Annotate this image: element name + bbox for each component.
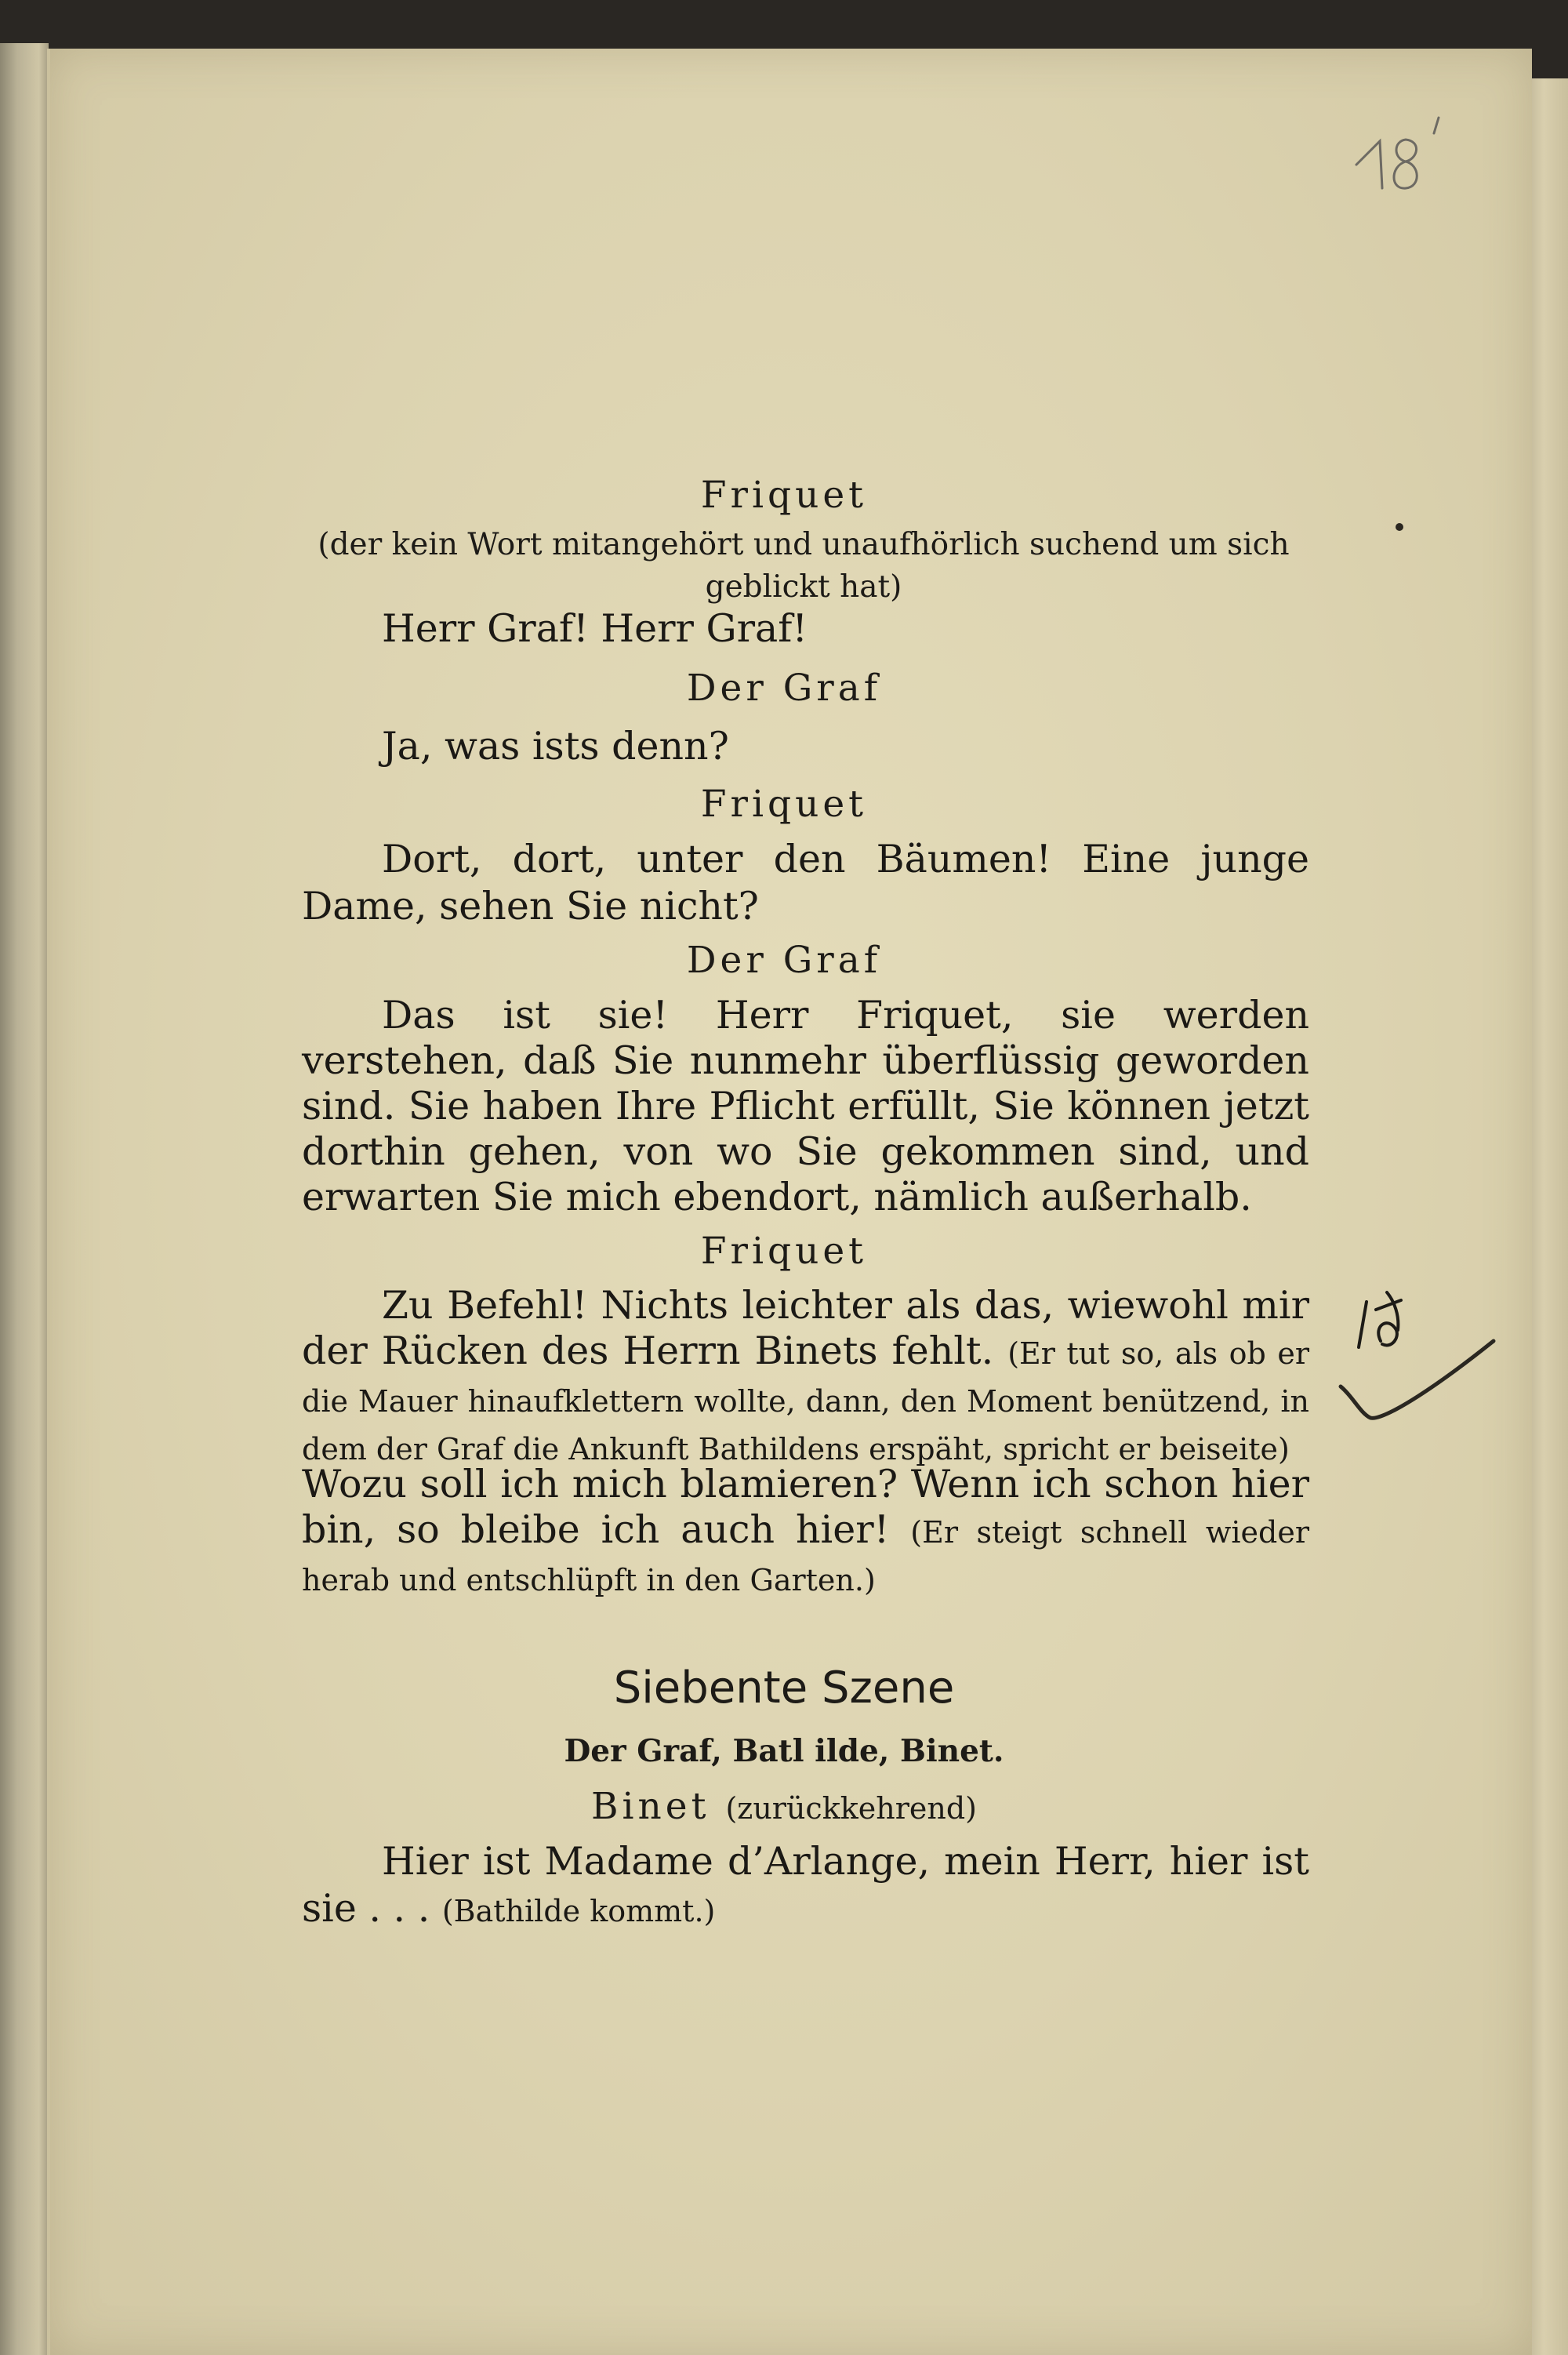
speaker-friquet: Friquet xyxy=(700,474,868,517)
stage-direction: (der kein Wort mitangehört und unaufhörlich suchend um sich geblickt hat) xyxy=(318,527,1290,605)
dialogue-line: Ja, was ists denn? xyxy=(382,724,729,769)
dialogue-line: Dort, dort, unter den Bäumen! Eine junge Dame, sehen Sie nicht? xyxy=(302,837,1309,929)
checkmark-icon xyxy=(1333,1325,1501,1427)
inline-stage-direction: (Er steigt schnell wieder herab und entschlüpft in den Garten.) xyxy=(302,1515,1309,1597)
dialogue-paragraph xyxy=(302,1462,1309,1603)
dialogue-line: Herr Graf! Herr Graf! xyxy=(382,606,808,651)
speaker-binet xyxy=(0,1785,1568,1830)
dialogue-text: Wozu soll ich mich blamieren? Wenn ich schon hier bin, so bleibe ich auch hier! xyxy=(302,1462,1309,1552)
handwritten-page-number xyxy=(1345,110,1454,196)
speaker-der-graf: Der Graf xyxy=(686,939,882,982)
speaker-friquet: Friquet xyxy=(700,783,868,826)
speaker-friquet: Friquet xyxy=(700,1230,868,1273)
inline-stage-direction: (Bathilde kommt.) xyxy=(441,1894,716,1928)
left-page-edge xyxy=(0,43,49,2355)
scene-cast-list: Der Graf, Batl ilde, Binet. xyxy=(564,1733,1004,1769)
ink-dot-mark xyxy=(1396,523,1403,531)
scene-heading: Siebente Szene xyxy=(613,1663,955,1714)
dialogue-text: Hier ist Madame d’Arlange, mein Herr, hier ist sie . . . xyxy=(302,1839,1309,1931)
dialogue-text: Zu Befehl! Nichts leichter als das, wiewohl mir der Rücken des Herrn Binets fehlt. xyxy=(302,1283,1309,1373)
dialogue-paragraph xyxy=(302,1283,1309,1472)
speaker-name: Binet xyxy=(590,1785,710,1828)
speaker-der-graf: Der Graf xyxy=(686,667,882,710)
dialogue-paragraph: Das ist sie! Herr Friquet, sie werden verstehen, daß Sie nunmehr überflüssig geworden sind. Sie haben Ihre Pflicht erfüllt, Sie können jetzt dorthin gehen, von wo Sie gekommen sind, und erwarten Sie mich ebendort, nämlich außerhalb. xyxy=(302,993,1309,1219)
inline-stage-direction: (zurückkehrend) xyxy=(725,1791,978,1826)
dialogue-paragraph xyxy=(302,1838,1309,1935)
inline-stage-direction: (Er tut so, als ob er die Mauer hinaufklettern wollte, dann, den Moment benützend, in dem der Graf die Ankunft Bathildens erspäht, spricht er beiseite) xyxy=(302,1336,1309,1466)
